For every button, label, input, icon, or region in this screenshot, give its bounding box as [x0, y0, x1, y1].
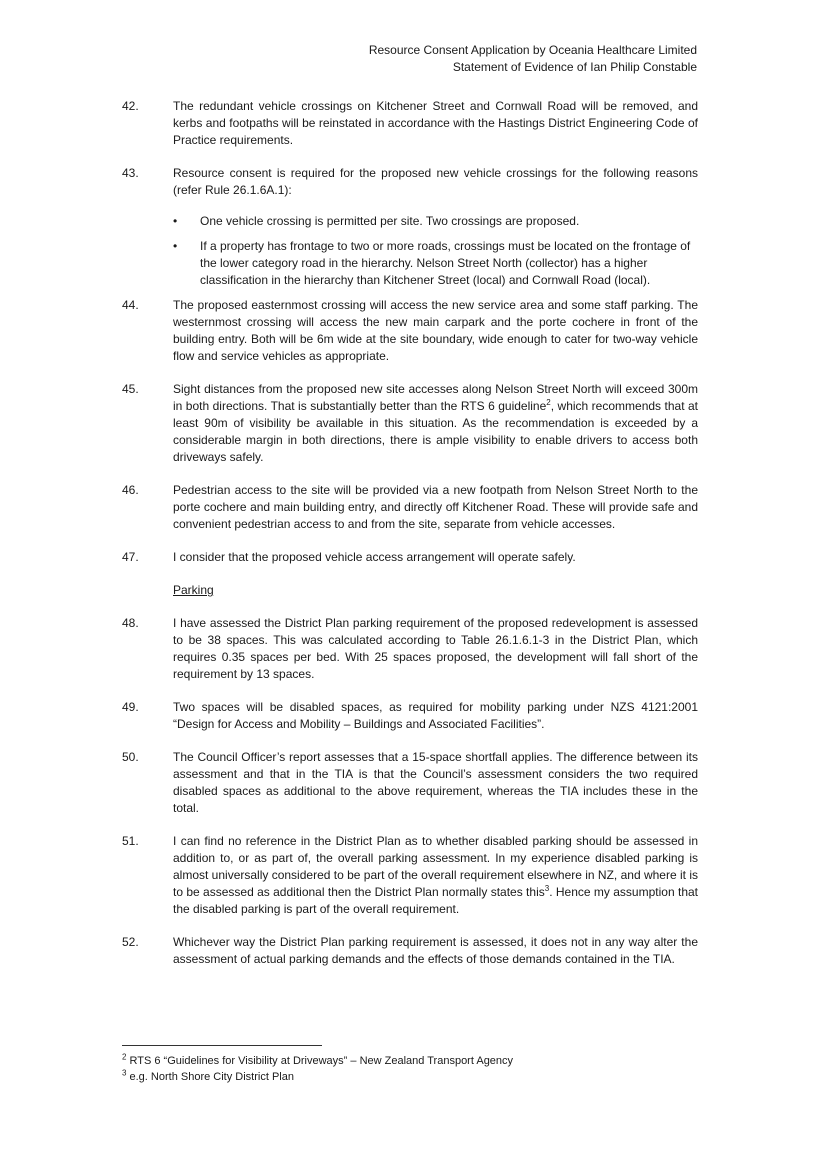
- paragraph-50: [122, 749, 698, 817]
- section-heading-parking: Parking: [173, 583, 214, 597]
- paragraph-42: [122, 98, 698, 149]
- paragraph-text: The Council Officer’s report assesses that a 15-space shortfall applies. The difference between its assessment and that in the TIA is that the Council’s assessment considers the two required disabled spaces as additional to the above requirement, whereas the TIA includes these in the total.: [173, 750, 698, 815]
- paragraph-number: 50.: [122, 750, 139, 764]
- paragraph-47: [122, 549, 698, 566]
- paragraph-text: I consider that the proposed vehicle access arrangement will operate safely.: [173, 550, 576, 564]
- paragraph-text: Pedestrian access to the site will be provided via a new footpath from Nelson Street North to the porte cochere and main building entry, and directly off Kitchener Road. These will provide safe and convenient pedestrian access to and from the site, separate from vehicle accesses.: [173, 483, 698, 531]
- paragraph-43: [122, 165, 698, 199]
- header-line-1: Resource Consent Application by Oceania Healthcare Limited: [368, 43, 697, 57]
- paragraph-text-a: I can find no reference in the District Plan as to whether disabled parking should be assessed in addition to, or as part of, the overall parking assessment. In my experience disabled parking is almost universally considered to be part of the overall requirement elsewhere in NZ, and where it is to be assessed as additional then the District Plan normally states this: [173, 834, 698, 899]
- bullet-icon: •: [173, 239, 178, 253]
- paragraph-text: Resource consent is required for the proposed new vehicle crossings for the following reasons (refer Rule 26.1.6A.1):: [173, 166, 698, 197]
- paragraph-number: 48.: [122, 616, 139, 630]
- paragraph-text-a: Sight distances from the proposed new site accesses along Nelson Street North will exceed 300m in both directions. That is substantially better than the RTS 6 guideline: [173, 382, 698, 413]
- footnotes: [122, 1053, 513, 1085]
- paragraph-text: Whichever way the District Plan parking requirement is assessed, it does not in any way alter the assessment of actual parking demands and the effects of those demands contained in the TIA.: [173, 935, 698, 966]
- paragraph-number: 49.: [122, 700, 139, 714]
- paragraph-text: Two spaces will be disabled spaces, as required for mobility parking under NZS 4121:2001 “Design for Access and Mobility – Buildings and Associated Facilities”.: [173, 700, 698, 731]
- paragraph-number: 42.: [122, 99, 139, 113]
- footnote-mark: 2: [122, 1052, 127, 1062]
- paragraph-text: The proposed easternmost crossing will access the new service area and some staff parking. The westernmost crossing will access the new main carpark and the porte cochere in front of the building entry. Both will be 6m wide at the site boundary, wide enough to cater for two-way vehicle flow and service vehicles as appropriate.: [173, 298, 698, 363]
- bullet-text: One vehicle crossing is permitted per site. Two crossings are proposed.: [200, 214, 580, 228]
- bullet-icon: •: [173, 214, 178, 228]
- paragraph-52: [122, 934, 698, 968]
- page-header: [369, 42, 697, 76]
- document-body: [122, 98, 698, 984]
- paragraph-number: 44.: [122, 298, 139, 312]
- footnote-ref-2: 2: [546, 398, 551, 407]
- paragraph-48: [122, 615, 698, 683]
- paragraph-number: 46.: [122, 483, 139, 497]
- footnote-text: RTS 6 “Guidelines for Visibility at Driveways” – New Zealand Transport Agency: [126, 1055, 514, 1067]
- paragraph-number: 52.: [122, 935, 139, 949]
- paragraph-44: [122, 297, 698, 365]
- paragraph-46: [122, 482, 698, 533]
- paragraph-number: 45.: [122, 382, 139, 396]
- paragraph-text: The redundant vehicle crossings on Kitchener Street and Cornwall Road will be removed, and kerbs and footpaths will be reinstated in accordance with the Hastings District Engineering Code of Practice requirements.: [173, 99, 698, 147]
- footnote-divider: [122, 1045, 322, 1046]
- footnote-ref-3: 3: [544, 884, 550, 893]
- bullet-item-1: [122, 213, 698, 230]
- footnote-text: e.g. North Shore City District Plan: [126, 1071, 294, 1083]
- bullet-item-2: [122, 238, 698, 289]
- header-line-2: Statement of Evidence of Ian Philip Constable: [452, 60, 697, 74]
- paragraph-text: I have assessed the District Plan parking requirement of the proposed redevelopment is assessed to be 38 spaces. This was calculated according to Table 26.1.6.1-3 in the District Plan, which requires 0.35 spaces per bed. With 25 spaces proposed, the development will fall short of the requirement by 13 spaces.: [173, 616, 698, 681]
- footnote-3: [122, 1069, 513, 1085]
- paragraph-49: [122, 699, 698, 733]
- paragraph-45: [122, 381, 698, 466]
- paragraph-number: 51.: [122, 834, 139, 848]
- paragraph-text-b: . Hence my assumption that the disabled parking is part of the overall requirement.: [173, 885, 698, 916]
- bullet-text: If a property has frontage to two or more roads, crossings must be located on the frontage of the lower category road in the hierarchy. Nelson Street North (collector) has a higher classification in the hierarchy than Kitchener Street (local) and Cornwall Road (local).: [200, 239, 691, 287]
- paragraph-number: 43.: [122, 166, 139, 180]
- paragraph-text-b: , which recommends that at least 90m of visibility be available in this situation. As the recommendation is exceeded by a considerable margin in both directions, there is ample visibility to enable drivers to access both driveways safely.: [173, 399, 699, 464]
- paragraph-number: 47.: [122, 550, 139, 564]
- footnote-mark: 3: [122, 1068, 127, 1078]
- footnote-2: [122, 1053, 513, 1069]
- paragraph-51: [122, 833, 698, 918]
